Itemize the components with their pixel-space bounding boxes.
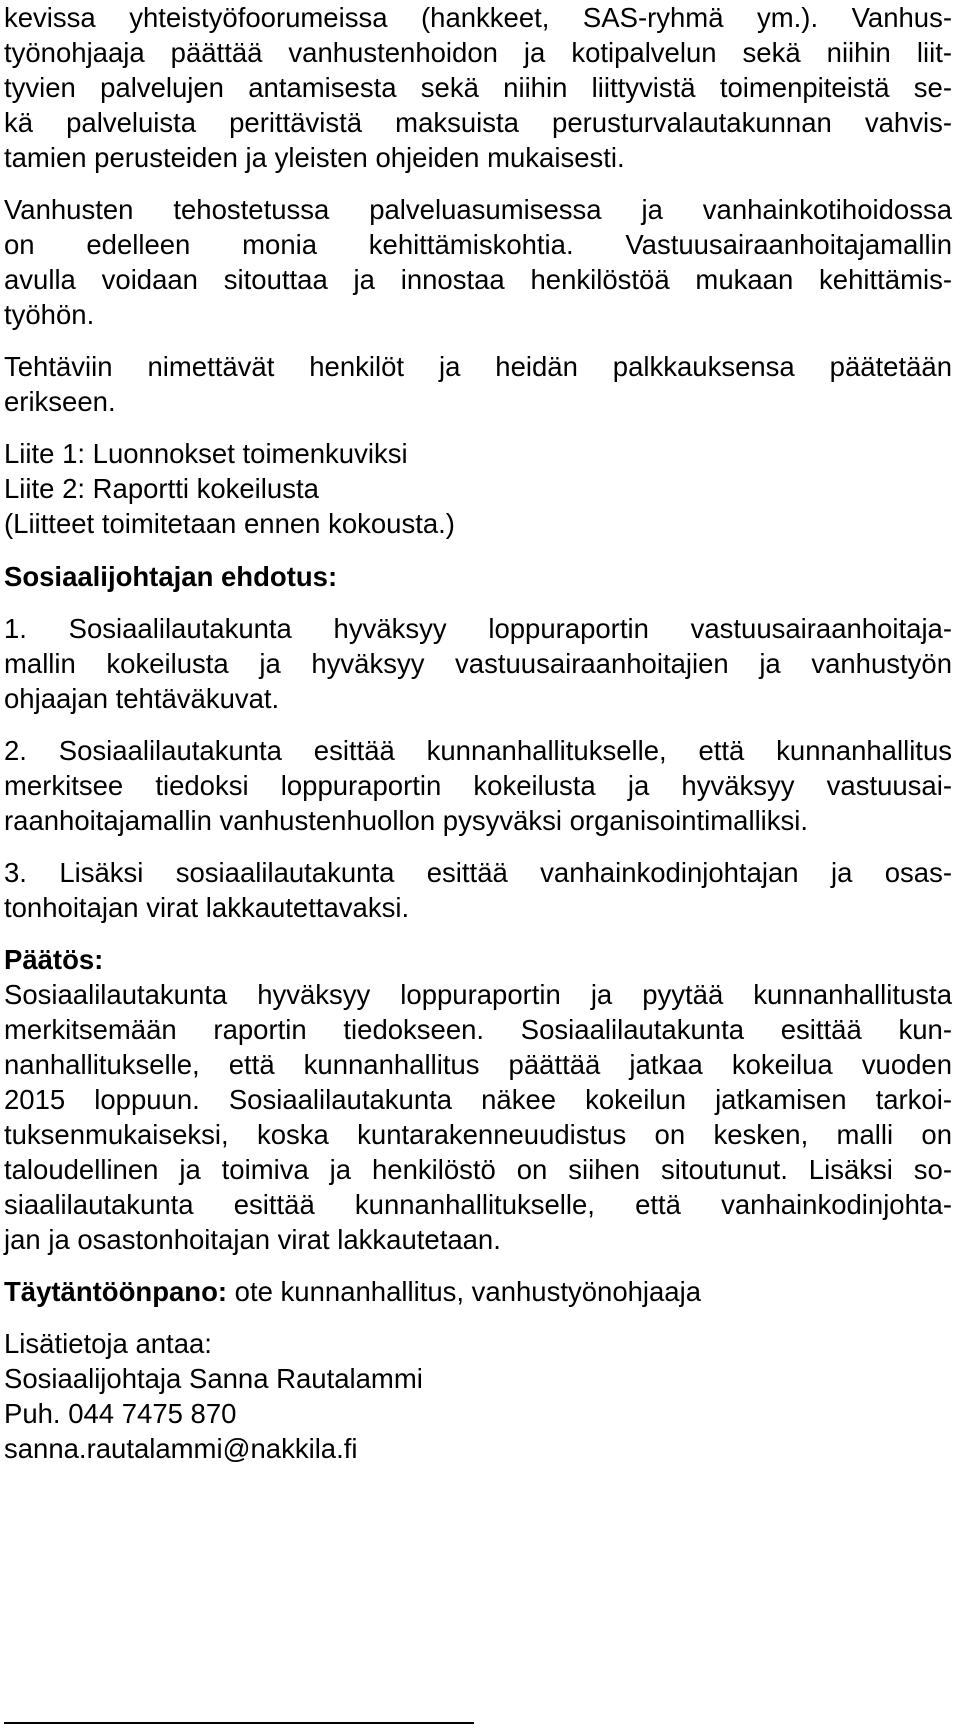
proposal-item-1-line: 1. Sosiaalilautakunta hyväksyy loppuraportin vastuusairaanhoitaja- [4, 613, 952, 644]
decision-line: tuksenmukaiseksi, koska kuntarakenneuudistus on kesken, malli on [4, 1119, 952, 1150]
intro-line: kä palveluista perittävistä maksuista perusturvalautakunnan vahvis- [4, 107, 952, 138]
proposal-item-2-line: raanhoitajamallin vanhustenhuollon pysyväksi organisointimalliksi. [4, 805, 809, 836]
implementation-recipients: ote kunnanhallitus, vanhustyönohjaaja [227, 1276, 702, 1307]
contact-email[interactable]: sanna.rautalammi@nakkila.fi [4, 1433, 358, 1464]
proposal-heading: Sosiaalijohtajan ehdotus: [4, 561, 338, 592]
signature-line [4, 1722, 474, 1724]
proposal-item-3-line: 3. Lisäksi sosiaalilautakunta esittää vanhainkodinjohtajan ja osas- [4, 857, 952, 888]
attachment-1: Liite 1: Luonnokset toimenkuviksi [4, 438, 408, 469]
attachment-2: Liite 2: Raportti kokeilusta [4, 473, 319, 504]
appointments-line: erikseen. [4, 386, 116, 417]
decision-line: merkitsemään raportin tiedokseen. Sosiaalilautakunta esittää kun- [4, 1014, 952, 1045]
decision-line: Sosiaalilautakunta hyväksyy loppuraportin ja pyytää kunnanhallitusta [4, 979, 952, 1010]
decision-line: taloudellinen ja toimiva ja henkilöstö on siihen sitoutunut. Lisäksi so- [4, 1154, 952, 1185]
proposal-item-3-line: tonhoitajan virat lakkautettavaksi. [4, 892, 410, 923]
decision-line: jan ja osastonhoitajan virat lakkautetaan. [4, 1224, 501, 1255]
appointments-line: Tehtäviin nimettävät henkilöt ja heidän palkkauksensa päätetään [4, 351, 952, 382]
implementation-line [4, 1275, 952, 1309]
contact-phone: Puh. 044 7475 870 [4, 1398, 237, 1429]
development-line: on edelleen monia kehittämiskohtia. Vastuusairaanhoitajamallin [4, 229, 952, 260]
development-line: työhön. [4, 299, 95, 330]
intro-line: työnohjaaja päättää vanhustenhoidon ja kotipalvelun sekä niihin liit- [4, 37, 952, 68]
proposal-item-2-line: merkitsee tiedoksi loppuraportin kokeilusta ja hyväksyy vastuusai- [4, 770, 952, 801]
development-line: Vanhusten tehostetussa palveluasumisessa ja vanhainkotihoidossa [4, 194, 952, 225]
decision-line: nanhallitukselle, että kunnanhallitus päättää jatkaa kokeilua vuoden [4, 1049, 952, 1080]
proposal-item-1-line: ohjaajan tehtäväkuvat. [4, 683, 280, 714]
intro-line: kevissa yhteistyöfoorumeissa (hankkeet, SAS-ryhmä ym.). Vanhus- [4, 2, 952, 33]
proposal-item-1-line: mallin kokeilusta ja hyväksyy vastuusairaanhoitajien ja vanhustyön [4, 648, 952, 679]
contact-intro: Lisätietoja antaa: [4, 1328, 212, 1359]
decision-heading: Päätös: [4, 944, 104, 975]
decision-line: siaalilautakunta esittää kunnanhallitukselle, että vanhainkodinjohta- [4, 1189, 952, 1220]
implementation-label: Täytäntöönpano: [4, 1276, 228, 1307]
attachments-note: (Liitteet toimitetaan ennen kokousta.) [4, 508, 455, 539]
proposal-item-2-line: 2. Sosiaalilautakunta esittää kunnanhallitukselle, että kunnanhallitus [4, 735, 952, 766]
intro-line: tamien perusteiden ja yleisten ohjeiden mukaisesti. [4, 142, 625, 173]
decision-line: 2015 loppuun. Sosiaalilautakunta näkee kokeilun jatkamisen tarkoi- [4, 1084, 952, 1115]
intro-line: tyvien palvelujen antamisesta sekä niihin liittyvistä toimenpiteistä se- [4, 72, 952, 103]
contact-name: Sosiaalijohtaja Sanna Rautalammi [4, 1363, 423, 1394]
development-line: avulla voidaan sitouttaa ja innostaa henkilöstöä mukaan kehittämis- [4, 264, 952, 295]
